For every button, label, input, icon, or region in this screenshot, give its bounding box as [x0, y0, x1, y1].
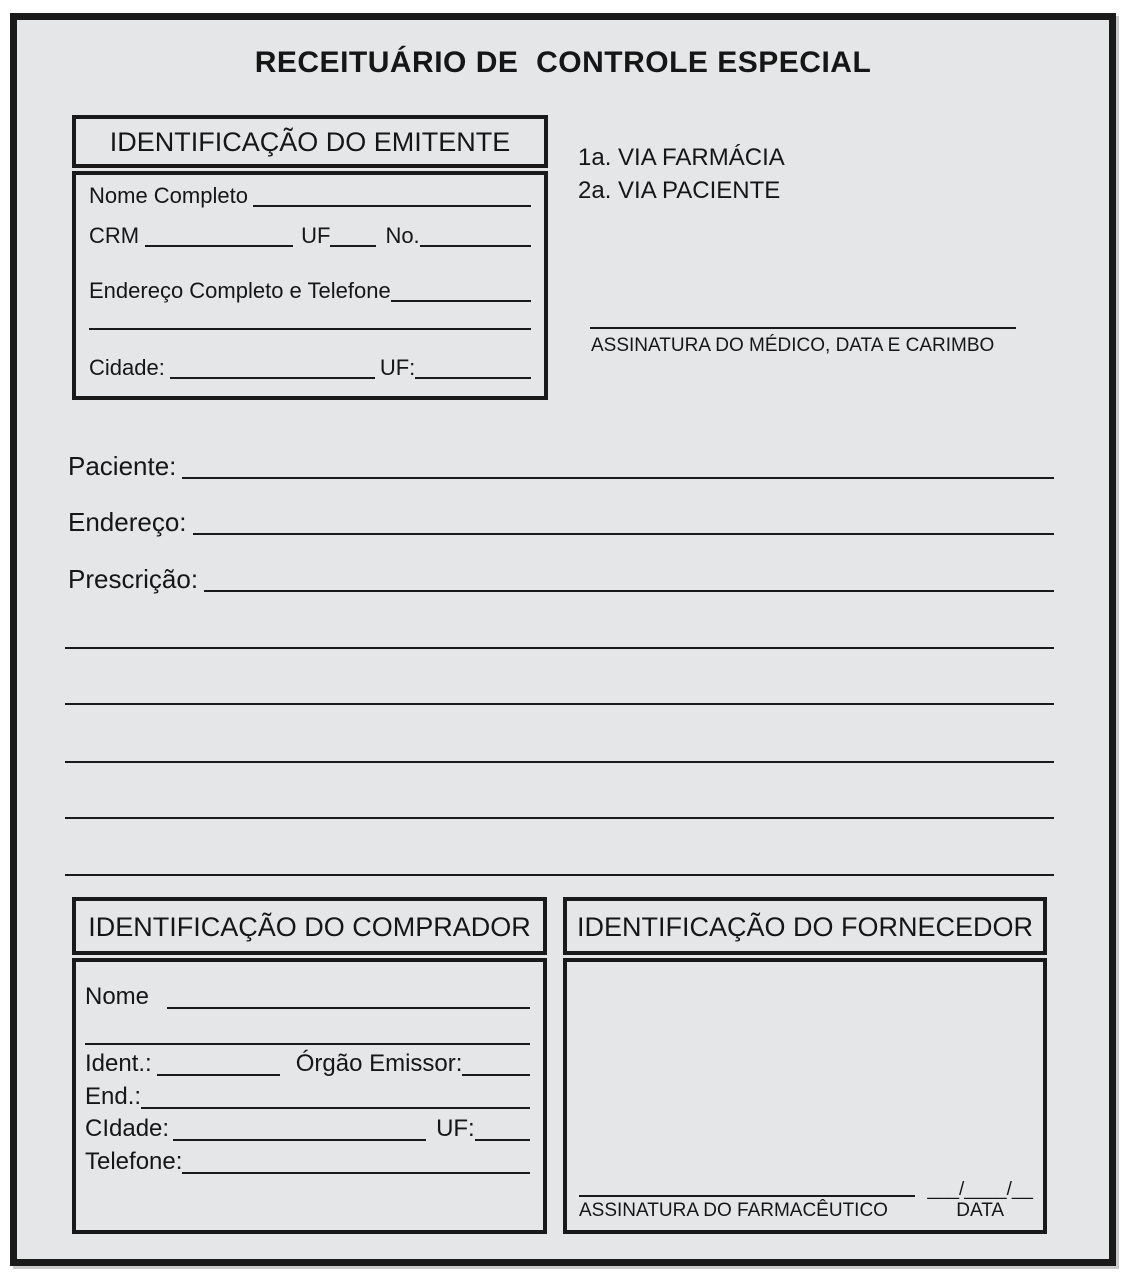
prescription-writing-line: [65, 874, 1054, 876]
prescription-writing-line: [65, 703, 1054, 705]
comprador-body: [72, 958, 547, 1234]
comprador-uf-label: UF:: [436, 1115, 475, 1142]
uf2-field-line: [415, 376, 531, 379]
fornecedor-signature-block: [579, 1180, 1033, 1220]
emitente-body: [72, 171, 548, 400]
comprador-telefone-label: Telefone:: [85, 1148, 183, 1175]
medico-signature-label: ASSINATURA DO MÉDICO, DATA E CARIMBO: [591, 335, 995, 356]
uf-field-line: [330, 244, 376, 247]
prescricao-row: [68, 566, 1054, 592]
prescription-writing-line: [65, 817, 1054, 819]
farmaceutico-signature-label: ASSINATURA DO FARMACÊUTICO: [579, 1200, 888, 1221]
comprador-end-row: [85, 1085, 530, 1109]
nome-completo-field-line: [253, 204, 531, 207]
crm-field-line: [145, 244, 293, 247]
cidade-field-line: [170, 376, 375, 379]
no-label: No.: [385, 223, 420, 248]
endereco-continuation-line: [89, 328, 531, 330]
endereco-label: Endereço:: [68, 507, 187, 537]
endereco-telefone-field-line: [391, 299, 531, 302]
comprador-section: [72, 897, 547, 1234]
comprador-ident-row: [85, 1052, 530, 1076]
comprador-nome-field-line: [167, 1006, 530, 1009]
comprador-ident-label: Ident.:: [85, 1050, 152, 1077]
uf2-label: UF:: [379, 355, 416, 380]
uf-label: UF: [301, 223, 331, 248]
crm-label: CRM: [89, 223, 140, 248]
fornecedor-header: IDENTIFICAÇÃO DO FORNECEDOR: [563, 897, 1047, 955]
page-title: RECEITUÁRIO DE CONTROLE ESPECIAL: [254, 46, 872, 79]
vias-block: [578, 141, 785, 207]
comprador-nome-label: Nome: [85, 983, 150, 1010]
comprador-cidade-row: [85, 1117, 530, 1141]
comprador-ident-field-line: [157, 1073, 280, 1076]
data-field-line: ___/____/__: [927, 1179, 1033, 1200]
prescription-form: [10, 13, 1116, 1266]
nome-completo-label: Nome Completo: [89, 183, 248, 208]
paciente-field-line: [182, 476, 1054, 479]
comprador-telefone-row: [85, 1150, 530, 1174]
comprador-orgao-field-line: [462, 1073, 530, 1076]
paciente-row: [68, 453, 1054, 479]
prescription-writing-line: [65, 761, 1054, 763]
no-field-line: [420, 244, 531, 247]
comprador-uf-field-line: [475, 1138, 530, 1141]
data-field-area: [927, 1180, 1033, 1220]
cidade-label: Cidade:: [89, 355, 165, 380]
farmaceutico-signature-line: [579, 1194, 915, 1197]
emitente-header: IDENTIFICAÇÃO DO EMITENTE: [72, 115, 548, 168]
emitente-section: [72, 115, 548, 400]
via-paciente-text: 2a. VIA PACIENTE: [578, 177, 781, 204]
farmaceutico-signature-area: [579, 1194, 915, 1220]
data-label: DATA: [956, 1200, 1005, 1221]
endereco-telefone-label: Endereço Completo e Telefone: [89, 278, 391, 303]
endereco-row: [68, 509, 1054, 535]
comprador-nome-row: [85, 985, 530, 1009]
comprador-end-field-line: [141, 1106, 530, 1109]
endereco-field-line: [193, 532, 1054, 535]
comprador-cidade-label: CIdade:: [85, 1115, 170, 1142]
fornecedor-body: [563, 958, 1047, 1234]
cidade-row: [89, 357, 531, 379]
comprador-end-label: End.:: [85, 1083, 142, 1110]
comprador-cidade-field-line: [173, 1138, 426, 1141]
nome-completo-row: [89, 185, 531, 207]
medico-signature-line: [590, 327, 1016, 329]
via-farmacia-text: 1a. VIA FARMÁCIA: [578, 144, 785, 171]
prescricao-field-line: [204, 589, 1054, 592]
prescription-writing-line: [65, 647, 1054, 649]
comprador-nome-continuation-line: [85, 1043, 530, 1045]
comprador-header: IDENTIFICAÇÃO DO COMPRADOR: [72, 897, 547, 955]
comprador-orgao-label: Órgão Emissor:: [295, 1050, 463, 1077]
prescricao-label: Prescrição:: [68, 564, 199, 594]
endereco-telefone-row: [89, 280, 531, 302]
crm-row: [89, 225, 531, 247]
fornecedor-section: [563, 897, 1047, 1234]
comprador-telefone-field-line: [182, 1171, 530, 1174]
paciente-label: Paciente:: [68, 451, 177, 481]
